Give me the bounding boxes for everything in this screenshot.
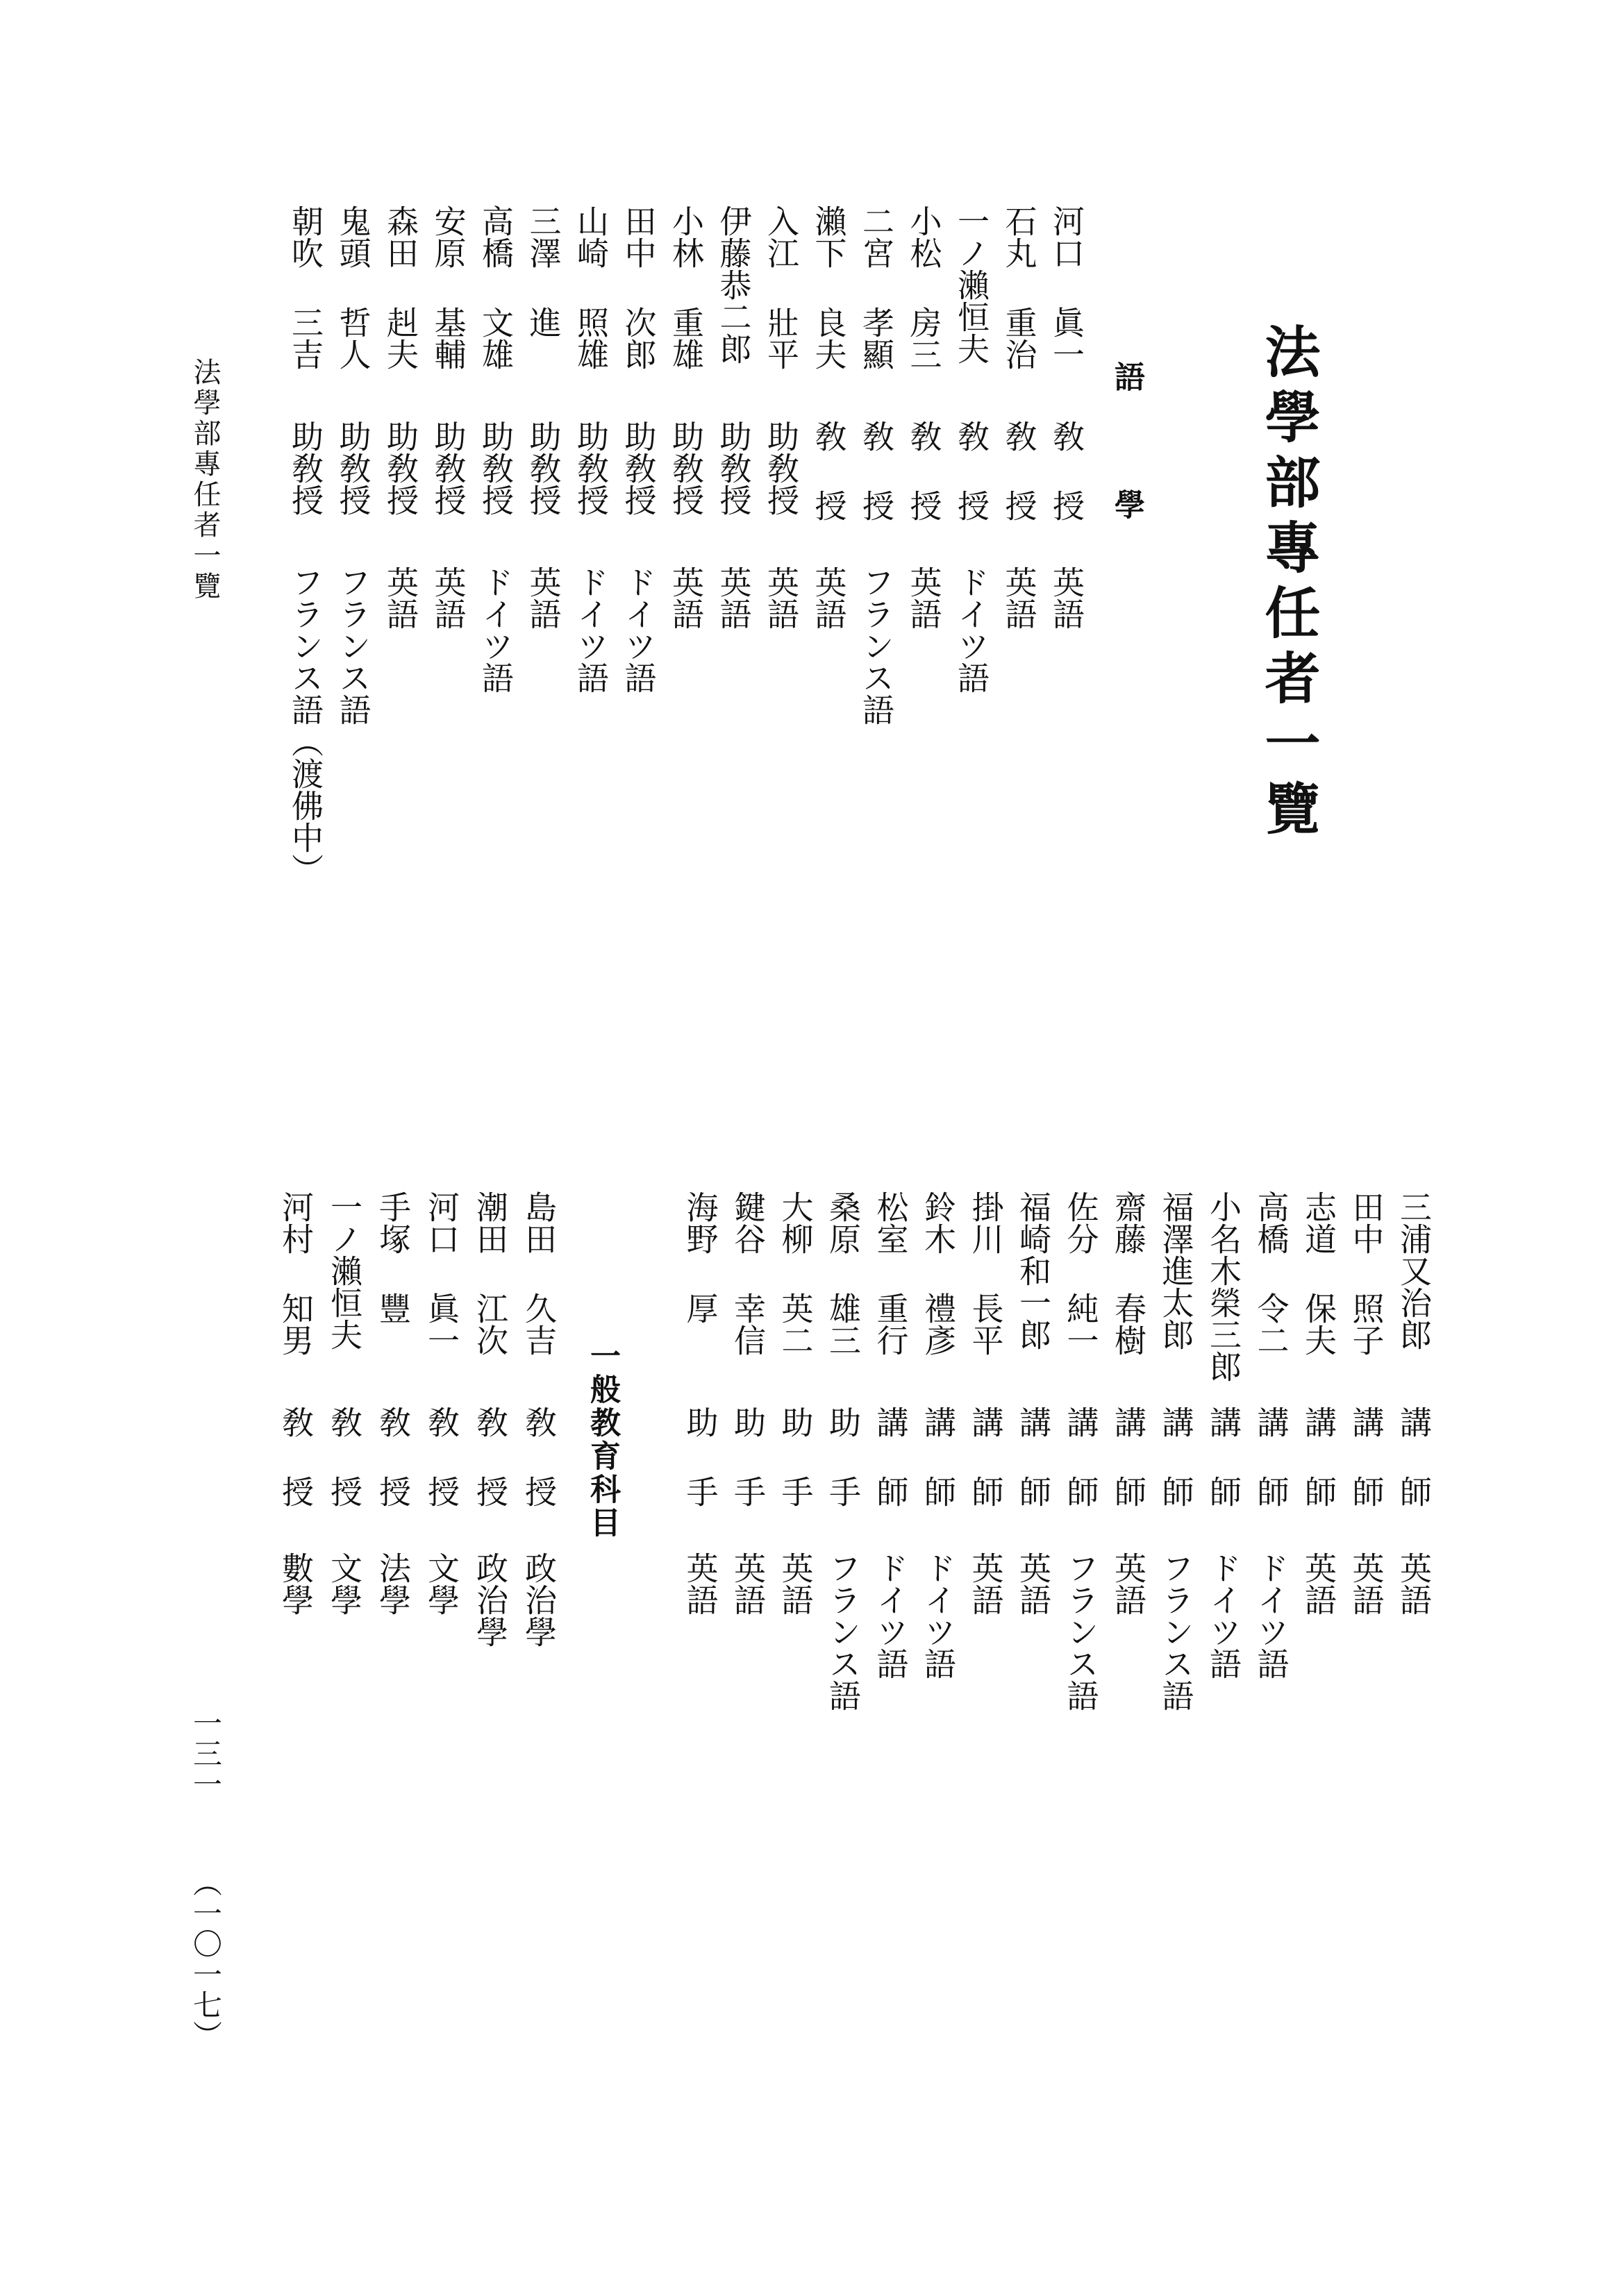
member-subject: 英語 — [1048, 566, 1085, 630]
member-subject: 英語 — [429, 566, 467, 630]
member-name: 朝吹 三吉 — [287, 205, 324, 370]
member-rank: 助 手 — [776, 1406, 815, 1507]
member-name: 松室 重行 — [871, 1191, 910, 1356]
member-rank: 敎 授 — [520, 1406, 558, 1507]
member-name: 手塚 豐 — [374, 1191, 412, 1324]
member-name: 志道 保夫 — [1300, 1191, 1337, 1356]
member-rank: 講 師 — [871, 1406, 910, 1507]
member-rank: 助敎授 — [429, 420, 467, 516]
member-rank: 講 師 — [1157, 1406, 1195, 1507]
section-heading-ippan-text: 一般教育科目 — [585, 1340, 620, 1540]
member-name: 一ノ瀨恒夫 — [326, 1191, 363, 1350]
page-number: 一三一 — [189, 1708, 223, 1800]
member-rank: 助敎授 — [524, 420, 562, 516]
member-rank: 助 手 — [681, 1406, 719, 1507]
member-rank: 講 師 — [1300, 1406, 1337, 1507]
member-subject: フランス語（渡佛中） — [287, 566, 324, 885]
member-name: 一ノ瀨恒夫 — [953, 205, 990, 364]
member-name: 鬼頭 哲人 — [334, 205, 372, 370]
member-name: 福澤進太郎 — [1157, 1191, 1195, 1350]
member-name: 掛川 長平 — [967, 1191, 1005, 1356]
member-name: 石丸 重治 — [1000, 205, 1038, 370]
member-subject: フランス語 — [1157, 1552, 1195, 1711]
section-heading-gogaku-text: 語學 — [1109, 361, 1144, 617]
member-name: 河口 眞一 — [1048, 205, 1085, 370]
member-rank: 講 師 — [1205, 1406, 1242, 1507]
member-name: 小名木榮三郎 — [1205, 1191, 1242, 1382]
member-rank: 敎 授 — [423, 1406, 460, 1507]
member-name: 鈴木 禮彥 — [919, 1191, 957, 1356]
member-subject: 英語 — [967, 1552, 1005, 1616]
member-subject: 英語 — [1395, 1552, 1433, 1616]
member-name: 海野 厚 — [681, 1191, 719, 1324]
member-name: 入江 壯平 — [762, 205, 800, 370]
member-subject: 英語 — [715, 566, 753, 630]
member-name: 安原 基輔 — [429, 205, 467, 370]
member-rank: 助敎授 — [715, 420, 753, 516]
member-subject: 政治學 — [520, 1552, 558, 1648]
member-subject: ドイツ語 — [619, 566, 658, 694]
member-rank: 助敎授 — [667, 420, 705, 516]
member-rank: 講 師 — [1252, 1406, 1290, 1507]
member-rank: 助敎授 — [382, 420, 419, 516]
member-name: 潮田 江次 — [472, 1191, 509, 1356]
member-name: 桑原 雄三 — [824, 1191, 862, 1356]
member-name: 河村 知男 — [277, 1191, 315, 1356]
member-rank: 敎 授 — [374, 1406, 412, 1507]
member-name: 伊藤恭二郎 — [715, 205, 753, 364]
member-name: 田中 次郎 — [619, 205, 658, 370]
member-rank: 敎 授 — [1000, 420, 1038, 521]
member-rank: 助敎授 — [572, 420, 610, 516]
member-subject: ドイツ語 — [1205, 1552, 1242, 1679]
member-subject: 數學 — [277, 1552, 315, 1616]
member-rank: 助敎授 — [477, 420, 515, 516]
member-name: 瀨下 良夫 — [810, 205, 848, 370]
member-subject: 文學 — [326, 1552, 363, 1616]
member-name: 小林 重雄 — [667, 205, 705, 370]
member-name: 鍵谷 幸信 — [729, 1191, 767, 1356]
member-subject: フランス語 — [334, 566, 372, 726]
member-rank: 講 師 — [1347, 1406, 1385, 1507]
member-rank: 助敎授 — [334, 420, 372, 516]
member-subject: 英語 — [1300, 1552, 1337, 1616]
member-rank: 講 師 — [919, 1406, 957, 1507]
member-name: 佐分 純一 — [1062, 1191, 1100, 1356]
member-subject: 文學 — [423, 1552, 460, 1616]
member-subject: 英語 — [810, 566, 848, 630]
page-number-alt: （一〇一七） — [189, 1868, 223, 2051]
member-rank: 講 師 — [1110, 1406, 1147, 1507]
member-rank: 助 手 — [824, 1406, 862, 1507]
member-subject: ドイツ語 — [871, 1552, 910, 1679]
member-subject: ドイツ語 — [1252, 1552, 1290, 1679]
member-name: 田中 照子 — [1347, 1191, 1385, 1356]
member-name: 三浦又治郎 — [1395, 1191, 1433, 1350]
member-name: 二宮 孝顯 — [858, 205, 895, 370]
member-rank: 助 手 — [729, 1406, 767, 1507]
member-name: 山崎 照雄 — [572, 205, 610, 370]
member-subject: 英語 — [382, 566, 419, 630]
member-subject: 英語 — [681, 1552, 719, 1616]
member-name: 河口 眞一 — [423, 1191, 460, 1356]
member-subject: 英語 — [667, 566, 705, 630]
member-name: 福崎和一郎 — [1015, 1191, 1052, 1350]
page-title: 法學部專任者一覽 — [1256, 323, 1321, 845]
member-subject: ドイツ語 — [953, 566, 990, 694]
member-subject: 英語 — [776, 1552, 815, 1616]
member-subject: 英語 — [1110, 1552, 1147, 1616]
member-subject: 英語 — [729, 1552, 767, 1616]
member-rank: 敎 授 — [858, 420, 895, 521]
member-rank: 講 師 — [1062, 1406, 1100, 1507]
member-name: 高橋 文雄 — [477, 205, 515, 370]
member-subject: 英語 — [524, 566, 562, 630]
member-rank: 敎 授 — [1048, 420, 1085, 521]
member-rank: 敎 授 — [953, 420, 990, 521]
member-name: 三澤 進 — [524, 205, 562, 338]
member-rank: 講 師 — [1395, 1406, 1433, 1507]
member-subject: 英語 — [1015, 1552, 1052, 1616]
member-subject: ドイツ語 — [572, 566, 610, 694]
member-rank: 敎 授 — [810, 420, 848, 521]
member-rank: 助敎授 — [762, 420, 800, 516]
running-head: 法學部專任者一覽 — [189, 358, 221, 602]
member-rank: 敎 授 — [326, 1406, 363, 1507]
member-subject: 政治學 — [472, 1552, 509, 1648]
member-subject: 英語 — [762, 566, 800, 630]
section-heading-ippan — [585, 1340, 620, 1540]
member-rank: 敎 授 — [472, 1406, 509, 1507]
member-subject: ドイツ語 — [919, 1552, 957, 1679]
member-subject: フランス語 — [824, 1552, 862, 1711]
member-name: 小松 房三 — [905, 205, 943, 370]
member-subject: フランス語 — [858, 566, 895, 726]
member-rank: 敎 授 — [277, 1406, 315, 1507]
member-subject: ドイツ語 — [477, 566, 515, 694]
member-name: 森田 赳夫 — [382, 205, 419, 370]
member-name: 高橋 令二 — [1252, 1191, 1290, 1356]
member-name: 大柳 英二 — [776, 1191, 815, 1356]
member-rank: 講 師 — [1015, 1406, 1052, 1507]
member-rank: 助敎授 — [287, 420, 324, 516]
member-subject: 英語 — [1000, 566, 1038, 630]
member-name: 島田 久吉 — [520, 1191, 558, 1356]
member-rank: 敎 授 — [905, 420, 943, 521]
member-rank: 講 師 — [967, 1406, 1005, 1507]
member-subject: フランス語 — [1062, 1552, 1100, 1711]
member-subject: 英語 — [1347, 1552, 1385, 1616]
member-subject: 法學 — [374, 1552, 412, 1616]
section-heading-gogaku — [1111, 361, 1142, 617]
member-name: 齋藤 春樹 — [1110, 1191, 1147, 1356]
member-subject: 英語 — [905, 566, 943, 630]
member-rank: 助敎授 — [619, 420, 658, 516]
